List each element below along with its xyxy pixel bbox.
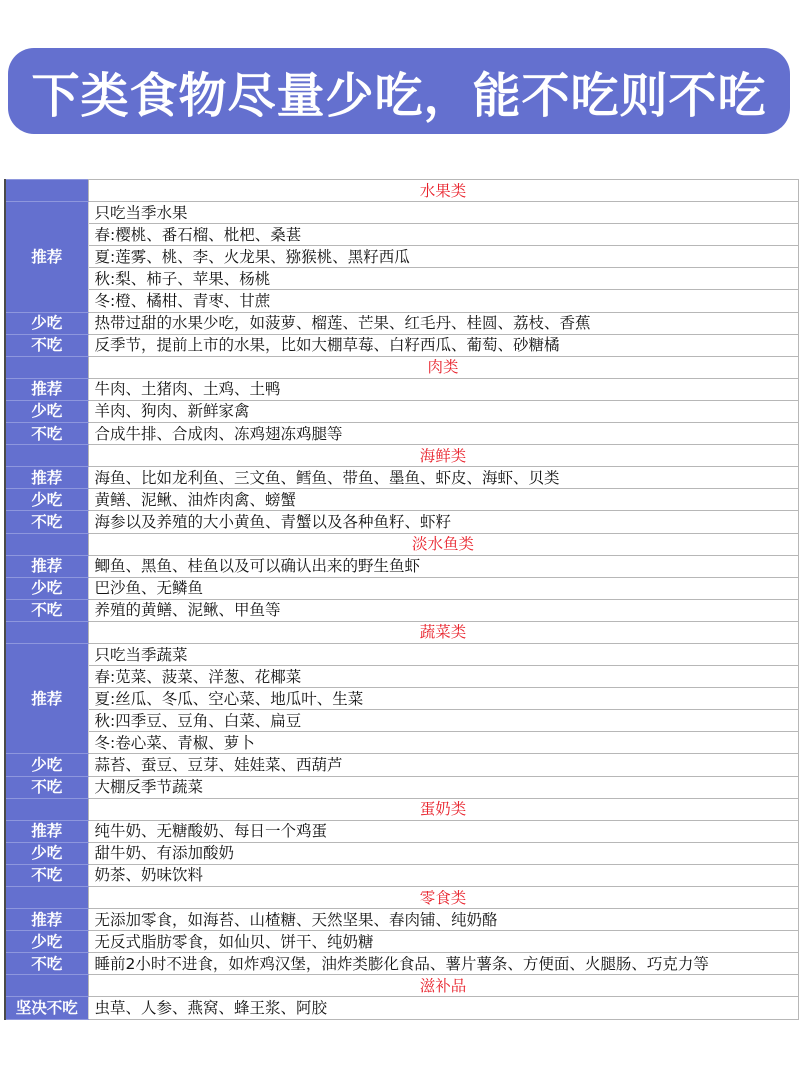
table-row [5,842,798,864]
avoid-label: 不吃 [5,864,88,886]
table-row [5,555,798,577]
item-text: 鲫鱼、黑鱼、桂鱼以及可以确认出来的野生鱼虾 [88,555,798,577]
category-heading: 海鲜类 [88,445,798,467]
eat-less-label: 少吃 [5,400,88,422]
item-text: 秋:四季豆、豆角、白菜、扁豆 [88,710,798,732]
table-row [5,224,798,246]
recommend-label: 推荐 [5,643,88,753]
title-banner [8,48,790,134]
item-text: 只吃当季水果 [88,202,798,224]
item-text: 冬:卷心菜、青椒、萝卜 [88,732,798,754]
avoid-label: 不吃 [5,599,88,621]
table-row [5,931,798,953]
table-row [5,754,798,776]
table-row [5,378,798,400]
table-row [5,423,798,445]
table-row [5,489,798,511]
category-heading: 蛋奶类 [88,798,798,820]
page-title: 下类食物尽量少吃，能不吃则不吃 [31,67,767,124]
table-row [5,334,798,356]
category-label-cell [5,180,88,202]
item-text: 海参以及养殖的大小黄鱼、青蟹以及各种鱼籽、虾籽 [88,511,798,533]
table-row [5,643,798,665]
table-row [5,312,798,334]
category-heading: 蔬菜类 [88,621,798,643]
item-text: 虫草、人参、燕窝、蜂王浆、阿胶 [88,997,798,1019]
avoid-label: 不吃 [5,776,88,798]
category-label-cell [5,445,88,467]
category-label-cell [5,533,88,555]
category-row [5,445,798,467]
category-heading: 淡水鱼类 [88,533,798,555]
table-row [5,400,798,422]
table-row [5,666,798,688]
item-text: 无反式脂肪零食，如仙贝、饼干、纯奶糖 [88,931,798,953]
recommend-label: 推荐 [5,909,88,931]
eat-less-label: 少吃 [5,312,88,334]
item-text: 秋:梨、柿子、苹果、杨桃 [88,268,798,290]
eat-less-label: 少吃 [5,754,88,776]
table-row [5,467,798,489]
item-text: 纯牛奶、无糖酸奶、每日一个鸡蛋 [88,820,798,842]
table-row [5,290,798,312]
category-row [5,887,798,909]
category-label-cell [5,887,88,909]
recommend-label: 推荐 [5,555,88,577]
table-row [5,710,798,732]
item-text: 春:苋菜、菠菜、洋葱、花椰菜 [88,666,798,688]
avoid-label: 不吃 [5,423,88,445]
avoid-label: 不吃 [5,334,88,356]
eat-less-label: 少吃 [5,931,88,953]
table-row [5,820,798,842]
table-row [5,732,798,754]
item-text: 无添加零食，如海苔、山楂糖、天然坚果、春肉铺、纯奶酪 [88,909,798,931]
item-text: 巴沙鱼、无鳞鱼 [88,577,798,599]
category-heading: 水果类 [88,180,798,202]
category-heading: 滋补品 [88,975,798,997]
table-row [5,864,798,886]
table-row [5,202,798,224]
recommend-label: 推荐 [5,820,88,842]
item-text: 冬:橙、橘柑、青枣、甘蔗 [88,290,798,312]
item-text: 春:樱桃、番石榴、枇杷、桑葚 [88,224,798,246]
table-row [5,246,798,268]
category-row [5,180,798,202]
item-text: 夏:莲雾、桃、李、火龙果、猕猴桃、黑籽西瓜 [88,246,798,268]
item-text: 养殖的黄鳝、泥鳅、甲鱼等 [88,599,798,621]
eat-less-label: 少吃 [5,842,88,864]
table-row [5,776,798,798]
table-row [5,953,798,975]
table-row [5,909,798,931]
table-row [5,268,798,290]
food-table [4,179,799,1020]
item-text: 奶茶、奶味饮料 [88,864,798,886]
recommend-label: 推荐 [5,202,88,312]
item-text: 海鱼、比如龙利鱼、三文鱼、鳕鱼、带鱼、墨鱼、虾皮、海虾、贝类 [88,467,798,489]
eat-less-label: 少吃 [5,577,88,599]
item-text: 只吃当季蔬菜 [88,643,798,665]
item-text: 夏:丝瓜、冬瓜、空心菜、地瓜叶、生菜 [88,688,798,710]
table-row [5,599,798,621]
item-text: 合成牛排、合成肉、冻鸡翅冻鸡腿等 [88,423,798,445]
table-row [5,511,798,533]
avoid-label: 不吃 [5,953,88,975]
recommend-label: 推荐 [5,467,88,489]
category-label-cell [5,356,88,378]
item-text: 热带过甜的水果少吃，如菠萝、榴莲、芒果、红毛丹、桂圆、荔枝、香蕉 [88,312,798,334]
food-table-body [5,180,798,1020]
category-row [5,975,798,997]
item-text: 大棚反季节蔬菜 [88,776,798,798]
recommend-label: 推荐 [5,378,88,400]
table-row [5,997,798,1019]
table-row [5,688,798,710]
item-text: 蒜苔、蚕豆、豆芽、娃娃菜、西葫芦 [88,754,798,776]
category-row [5,798,798,820]
item-text: 反季节，提前上市的水果，比如大棚草莓、白籽西瓜、葡萄、砂糖橘 [88,334,798,356]
item-text: 羊肉、狗肉、新鲜家禽 [88,400,798,422]
category-label-cell [5,798,88,820]
item-text: 甜牛奶、有添加酸奶 [88,842,798,864]
category-heading: 肉类 [88,356,798,378]
eat-less-label: 少吃 [5,489,88,511]
table-row [5,577,798,599]
avoid-label: 不吃 [5,511,88,533]
category-label-cell [5,621,88,643]
category-row [5,533,798,555]
never-eat-label: 坚决不吃 [5,997,88,1019]
category-row [5,621,798,643]
item-text: 黄鳝、泥鳅、油炸肉禽、螃蟹 [88,489,798,511]
item-text: 牛肉、土猪肉、土鸡、土鸭 [88,378,798,400]
category-row [5,356,798,378]
item-text: 睡前2小时不进食，如炸鸡汉堡，油炸类膨化食品、薯片薯条、方便面、火腿肠、巧克力等 [88,953,798,975]
category-heading: 零食类 [88,887,798,909]
category-label-cell [5,975,88,997]
